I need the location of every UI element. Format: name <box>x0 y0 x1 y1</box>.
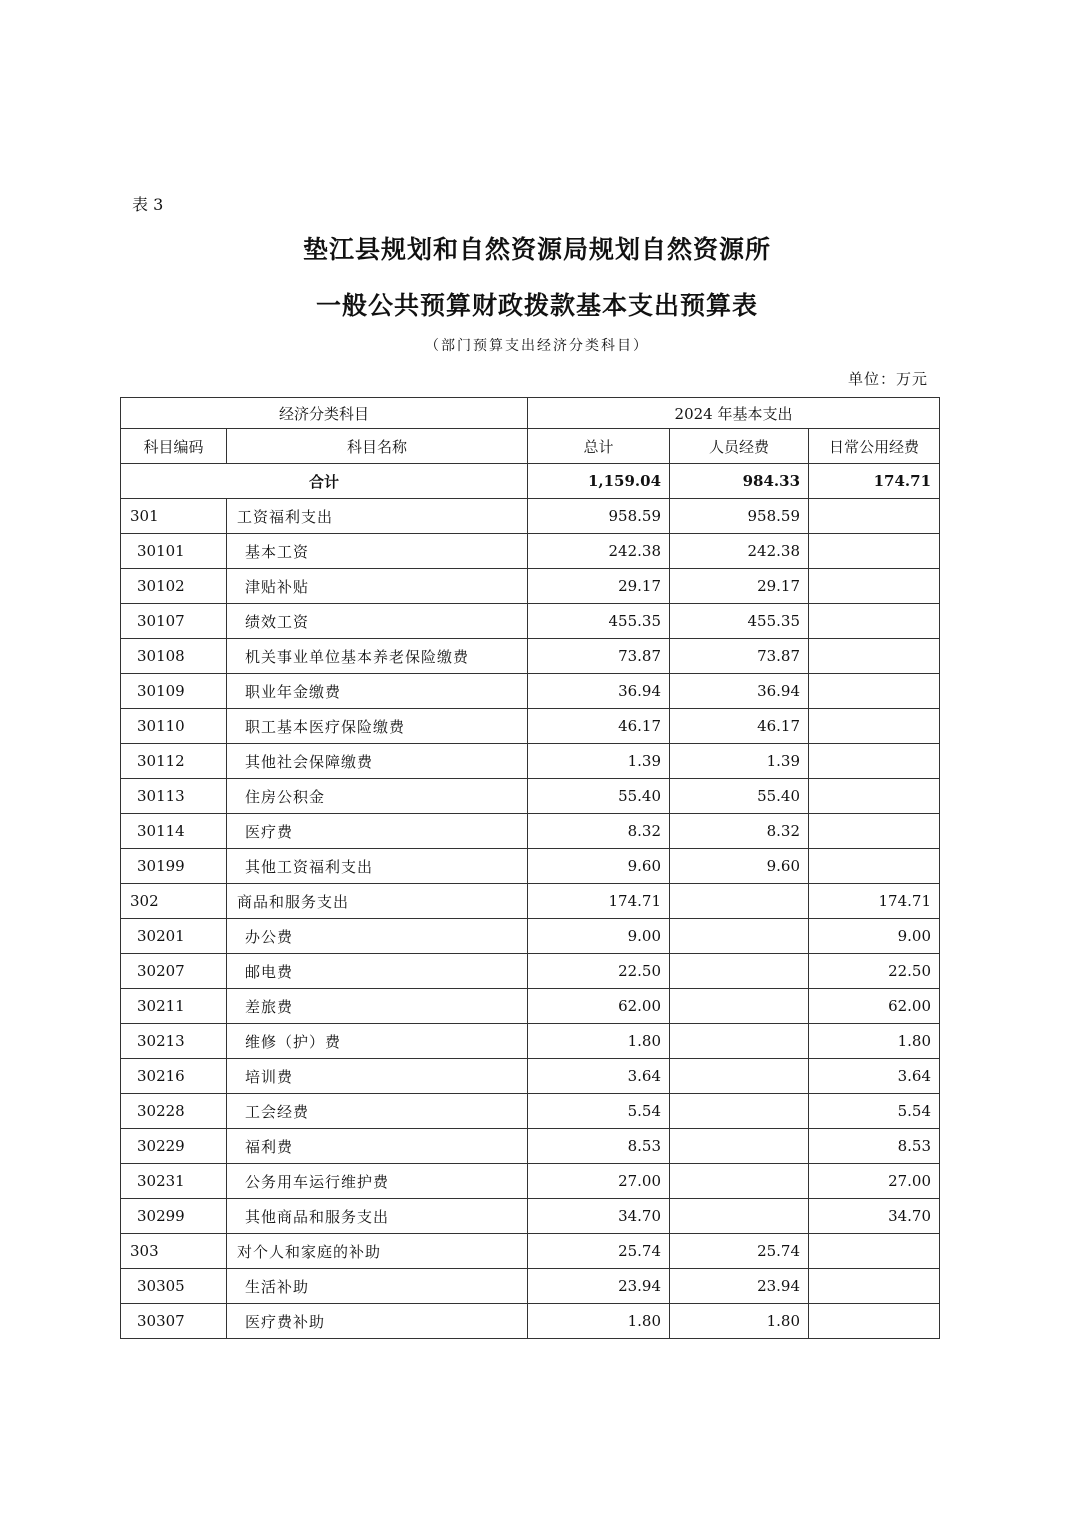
row-code: 30213 <box>121 1024 227 1059</box>
row-name: 其他社会保障缴费 <box>227 744 528 779</box>
row-code: 30110 <box>121 709 227 744</box>
page-subtitle: （部门预算支出经济分类科目） <box>425 338 649 354</box>
row-name: 工资福利支出 <box>227 499 528 534</box>
table-row <box>121 989 940 1024</box>
row-public <box>809 779 940 814</box>
row-public <box>809 639 940 674</box>
row-name: 津贴补贴 <box>227 569 528 604</box>
row-code: 30229 <box>121 1129 227 1164</box>
table-row <box>121 709 940 744</box>
table-row <box>121 1024 940 1059</box>
budget-table <box>120 397 940 1339</box>
total-label: 合计 <box>121 464 528 499</box>
row-public <box>809 604 940 639</box>
row-total: 46.17 <box>528 709 670 744</box>
row-total: 34.70 <box>528 1199 670 1234</box>
row-name: 绩效工资 <box>227 604 528 639</box>
total-public: 174.71 <box>809 464 940 499</box>
row-name: 商品和服务支出 <box>227 884 528 919</box>
table-row <box>121 604 940 639</box>
table-row <box>121 814 940 849</box>
row-name: 医疗费 <box>227 814 528 849</box>
row-total: 174.71 <box>528 884 670 919</box>
row-public: 3.64 <box>809 1059 940 1094</box>
row-name: 工会经费 <box>227 1094 528 1129</box>
row-name: 对个人和家庭的补助 <box>227 1234 528 1269</box>
row-total: 242.38 <box>528 534 670 569</box>
row-name: 培训费 <box>227 1059 528 1094</box>
row-total: 23.94 <box>528 1269 670 1304</box>
table-row <box>121 1094 940 1129</box>
row-personnel: 25.74 <box>670 1234 809 1269</box>
row-name: 基本工资 <box>227 534 528 569</box>
row-public: 174.71 <box>809 884 940 919</box>
row-public <box>809 569 940 604</box>
table-row <box>121 1129 940 1164</box>
row-total: 5.54 <box>528 1094 670 1129</box>
row-code: 30305 <box>121 1269 227 1304</box>
row-public <box>809 674 940 709</box>
total-total: 1,159.04 <box>528 464 670 499</box>
row-public <box>809 849 940 884</box>
table-row <box>121 1269 940 1304</box>
unit-label: 单位：万元 <box>847 370 928 388</box>
row-public <box>809 1234 940 1269</box>
row-public: 8.53 <box>809 1129 940 1164</box>
row-code: 30109 <box>121 674 227 709</box>
row-personnel <box>670 1059 809 1094</box>
row-name: 职业年金缴费 <box>227 674 528 709</box>
table-row <box>121 534 940 569</box>
page-title: 垫江县规划和自然资源局规划自然资源所 <box>302 235 771 264</box>
row-personnel: 23.94 <box>670 1269 809 1304</box>
table-row <box>121 1234 940 1269</box>
row-code: 30299 <box>121 1199 227 1234</box>
row-total: 29.17 <box>528 569 670 604</box>
row-name: 住房公积金 <box>227 779 528 814</box>
table-row <box>121 1059 940 1094</box>
row-public: 22.50 <box>809 954 940 989</box>
row-total: 25.74 <box>528 1234 670 1269</box>
row-name: 职工基本医疗保险缴费 <box>227 709 528 744</box>
row-code: 30216 <box>121 1059 227 1094</box>
row-code: 30102 <box>121 569 227 604</box>
row-personnel <box>670 1094 809 1129</box>
table-row <box>121 1199 940 1234</box>
table-row <box>121 674 940 709</box>
table-row <box>121 849 940 884</box>
row-public <box>809 709 940 744</box>
row-code: 30113 <box>121 779 227 814</box>
row-personnel: 46.17 <box>670 709 809 744</box>
table-row <box>121 744 940 779</box>
header-code: 科目编码 <box>121 429 227 464</box>
row-code: 30231 <box>121 1164 227 1199</box>
row-public: 27.00 <box>809 1164 940 1199</box>
table-row <box>121 639 940 674</box>
table-row <box>121 954 940 989</box>
row-personnel: 73.87 <box>670 639 809 674</box>
row-total: 27.00 <box>528 1164 670 1199</box>
row-public <box>809 499 940 534</box>
row-code: 30112 <box>121 744 227 779</box>
row-public: 34.70 <box>809 1199 940 1234</box>
row-total: 3.64 <box>528 1059 670 1094</box>
row-total: 55.40 <box>528 779 670 814</box>
table-row <box>121 779 940 814</box>
row-public: 9.00 <box>809 919 940 954</box>
row-total: 8.53 <box>528 1129 670 1164</box>
row-code: 30199 <box>121 849 227 884</box>
row-code: 30201 <box>121 919 227 954</box>
budget-table-body <box>121 398 940 1339</box>
header-basic-expenditure: 2024 年基本支出 <box>528 398 940 429</box>
row-personnel <box>670 1024 809 1059</box>
row-personnel: 1.80 <box>670 1304 809 1339</box>
total-row <box>121 464 940 499</box>
row-personnel <box>670 954 809 989</box>
row-name: 福利费 <box>227 1129 528 1164</box>
row-total: 1.39 <box>528 744 670 779</box>
row-public <box>809 814 940 849</box>
row-total: 22.50 <box>528 954 670 989</box>
row-public: 62.00 <box>809 989 940 1024</box>
row-public <box>809 1269 940 1304</box>
row-public: 5.54 <box>809 1094 940 1129</box>
row-name: 公务用车运行维护费 <box>227 1164 528 1199</box>
row-code: 30107 <box>121 604 227 639</box>
row-name: 邮电费 <box>227 954 528 989</box>
row-personnel: 958.59 <box>670 499 809 534</box>
table-row <box>121 919 940 954</box>
row-personnel: 242.38 <box>670 534 809 569</box>
row-code: 30101 <box>121 534 227 569</box>
header-row-group <box>121 398 940 429</box>
row-name: 生活补助 <box>227 1269 528 1304</box>
page-title-line2: 一般公共预算财政拨款基本支出预算表 <box>315 291 758 320</box>
row-name: 办公费 <box>227 919 528 954</box>
row-public <box>809 744 940 779</box>
row-total: 455.35 <box>528 604 670 639</box>
row-public <box>809 1304 940 1339</box>
total-personnel: 984.33 <box>670 464 809 499</box>
row-name: 差旅费 <box>227 989 528 1024</box>
row-code: 303 <box>121 1234 227 1269</box>
row-total: 8.32 <box>528 814 670 849</box>
row-personnel <box>670 1199 809 1234</box>
row-name: 医疗费补助 <box>227 1304 528 1339</box>
row-personnel <box>670 919 809 954</box>
row-total: 73.87 <box>528 639 670 674</box>
row-total: 9.00 <box>528 919 670 954</box>
row-code: 30108 <box>121 639 227 674</box>
row-code: 30114 <box>121 814 227 849</box>
row-code: 301 <box>121 499 227 534</box>
row-name: 其他商品和服务支出 <box>227 1199 528 1234</box>
row-total: 958.59 <box>528 499 670 534</box>
row-code: 302 <box>121 884 227 919</box>
row-code: 30207 <box>121 954 227 989</box>
row-personnel: 9.60 <box>670 849 809 884</box>
row-total: 9.60 <box>528 849 670 884</box>
table-row <box>121 569 940 604</box>
row-personnel: 29.17 <box>670 569 809 604</box>
row-personnel <box>670 1164 809 1199</box>
table-row <box>121 1164 940 1199</box>
row-personnel: 455.35 <box>670 604 809 639</box>
row-total: 1.80 <box>528 1304 670 1339</box>
row-total: 1.80 <box>528 1024 670 1059</box>
row-total: 62.00 <box>528 989 670 1024</box>
row-personnel <box>670 884 809 919</box>
row-code: 30307 <box>121 1304 227 1339</box>
table-row <box>121 1304 940 1339</box>
row-personnel: 36.94 <box>670 674 809 709</box>
row-name: 维修（护）费 <box>227 1024 528 1059</box>
header-personnel: 人员经费 <box>670 429 809 464</box>
row-personnel: 1.39 <box>670 744 809 779</box>
row-code: 30228 <box>121 1094 227 1129</box>
header-public: 日常公用经费 <box>809 429 940 464</box>
header-total: 总计 <box>528 429 670 464</box>
row-personnel: 55.40 <box>670 779 809 814</box>
row-name: 其他工资福利支出 <box>227 849 528 884</box>
table-row <box>121 499 940 534</box>
table-row <box>121 884 940 919</box>
row-personnel: 8.32 <box>670 814 809 849</box>
row-total: 36.94 <box>528 674 670 709</box>
row-personnel <box>670 989 809 1024</box>
row-public: 1.80 <box>809 1024 940 1059</box>
header-econ-class: 经济分类科目 <box>121 398 528 429</box>
row-personnel <box>670 1129 809 1164</box>
table-label: 表 3 <box>132 195 164 214</box>
row-code: 30211 <box>121 989 227 1024</box>
row-name: 机关事业单位基本养老保险缴费 <box>227 639 528 674</box>
row-public <box>809 534 940 569</box>
header-row-columns <box>121 429 940 464</box>
header-name: 科目名称 <box>227 429 528 464</box>
